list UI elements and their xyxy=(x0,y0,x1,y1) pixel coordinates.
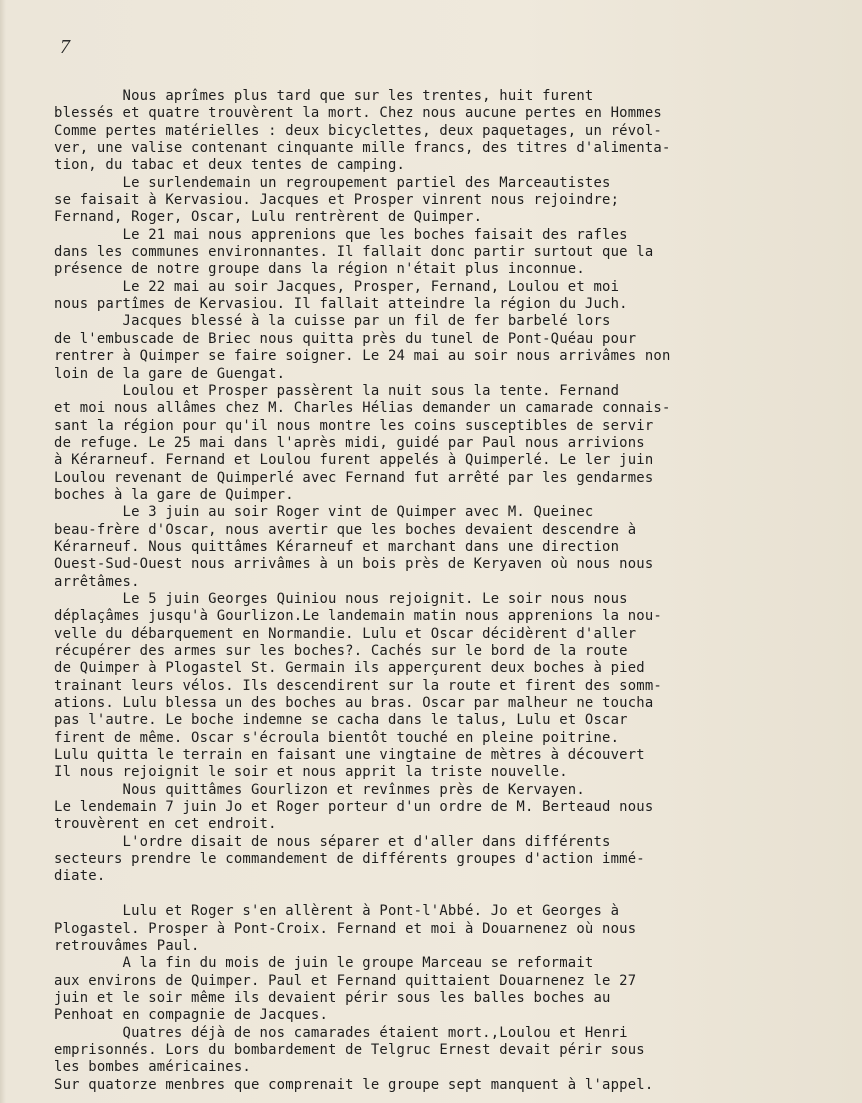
text-line: Loulou revenant de Quimperlé avec Fernand fut arrêté par les gendarmes xyxy=(54,469,654,486)
text-line: Nous quittâmes Gourlizon et revînmes près de Kervayen. xyxy=(54,781,585,798)
text-line: trouvèrent en cet endroit. xyxy=(54,816,277,833)
text-line: Quatres déjà de nos camarades étaient mort.,Loulou et Henri xyxy=(54,1024,628,1041)
text-line: beau-frère d'Oscar, nous avertir que les boches devaient descendre à xyxy=(54,521,637,538)
text-line: rentrer à Quimper se faire soigner. Le 24 mai au soir nous arrivâmes non xyxy=(54,348,671,365)
text-line: Loulou et Prosper passèrent la nuit sous la tente. Fernand xyxy=(54,382,620,399)
text-line: se faisait à Kervasiou. Jacques et Prosper vinrent nous rejoindre; xyxy=(54,192,620,209)
text-line: firent de même. Oscar s'écroula bientôt touché en pleine poitrine. xyxy=(54,729,620,746)
text-line: de refuge. Le 25 mai dans l'après midi, guidé par Paul nous arrivions xyxy=(54,434,645,451)
text-line: aux environs de Quimper. Paul et Fernand quittaient Douarnenez le 27 xyxy=(54,972,637,989)
text-line: diate. xyxy=(54,868,106,885)
text-line: les bombes américaines. xyxy=(54,1059,251,1076)
text-line: Fernand, Roger, Oscar, Lulu rentrèrent de Quimper. xyxy=(54,209,483,226)
text-line: pas l'autre. Le boche indemne se cacha dans le talus, Lulu et Oscar xyxy=(54,712,628,729)
text-line: sant la région pour qu'il nous montre les coins susceptibles de servir xyxy=(54,417,654,434)
text-line xyxy=(54,886,854,903)
text-line: à Kérarneuf. Fernand et Loulou furent appelés à Quimperlé. Le ler juin xyxy=(54,452,654,469)
text-line: Le 21 mai nous apprenions que les boches faisait des rafles xyxy=(54,226,628,243)
text-line: Penhoat en compagnie de Jacques. xyxy=(54,1007,329,1024)
page-number: 7 xyxy=(60,36,70,58)
text-line: Ouest-Sud-Ouest nous arrivâmes à un bois près de Keryaven où nous nous xyxy=(54,556,654,573)
text-line: A la fin du mois de juin le groupe Marceau se reformait xyxy=(54,955,594,972)
text-line: ver, une valise contenant cinquante mille francs, des titres d'alimenta- xyxy=(54,140,671,157)
text-line: déplaçâmes jusqu'à Gourlizon.Le landemain matin nous apprenions la nou- xyxy=(54,608,662,625)
text-line: présence de notre groupe dans la région n'était plus inconnue. xyxy=(54,261,585,278)
text-line: loin de la gare de Guengat. xyxy=(54,365,286,382)
text-line: de Quimper à Plogastel St. Germain ils apperçurent deux boches à pied xyxy=(54,660,645,677)
text-line: Le surlendemain un regroupement partiel des Marceautistes xyxy=(54,174,611,191)
text-line: velle du débarquement en Normandie. Lulu et Oscar décidèrent d'aller xyxy=(54,625,637,642)
text-line: Kérarneuf. Nous quittâmes Kérarneuf et marchant dans une direction xyxy=(54,538,620,555)
text-line: Le 5 juin Georges Quiniou nous rejoignit. Le soir nous nous xyxy=(54,590,628,607)
text-line: nous partîmes de Kervasiou. Il fallait atteindre la région du Juch. xyxy=(54,296,628,313)
text-line: récupérer des armes sur les boches?. Cachés sur le bord de la route xyxy=(54,643,628,659)
text-line: Jacques blessé à la cuisse par un fil de fer barbelé lors xyxy=(54,313,611,330)
text-line: tion, du tabac et deux tentes de camping. xyxy=(54,157,406,174)
text-line: Lulu et Roger s'en allèrent à Pont-l'Abbé. Jo et Georges à xyxy=(54,903,620,920)
text-line: Nous aprîmes plus tard que sur les trentes, huit furent xyxy=(54,88,594,104)
text-line: Lulu quitta le terrain en faisant une vingtaine de mètres à découvert xyxy=(54,747,645,764)
text-line: Le 22 mai au soir Jacques, Prosper, Fernand, Loulou et moi xyxy=(54,278,620,295)
text-line: Plogastel. Prosper à Pont-Croix. Fernand et moi à Douarnenez où nous xyxy=(54,920,637,937)
text-line: et moi nous allâmes chez M. Charles Hélias demander un camarade connais- xyxy=(54,400,671,417)
text-line: trainant leurs vélos. Ils descendirent sur la route et firent des somm- xyxy=(54,677,662,694)
text-line: Il nous rejoignit le soir et nous apprit la triste nouvelle. xyxy=(54,764,568,781)
text-line: arrêtâmes. xyxy=(54,573,140,590)
text-line: dans les communes environnantes. Il fallait donc partir surtout que la xyxy=(54,244,654,261)
text-line: retrouvâmes Paul. xyxy=(54,937,200,954)
body-text xyxy=(54,88,854,1094)
text-line: secteurs prendre le commandement de différents groupes d'action immé- xyxy=(54,851,645,868)
text-line: Sur quatorze menbres que comprenait le groupe sept manquent à l'appel. xyxy=(54,1076,654,1093)
text-line: blessés et quatre trouvèrent la mort. Chez nous aucune pertes en Hommes xyxy=(54,105,662,122)
text-line: L'ordre disait de nous séparer et d'aller dans différents xyxy=(54,833,611,850)
text-line: Comme pertes matérielles : deux bicyclettes, deux paquetages, un révol- xyxy=(54,122,662,139)
text-line: de l'embuscade de Briec nous quitta près du tunel de Pont-Quéau pour xyxy=(54,330,637,347)
text-line: Le 3 juin au soir Roger vint de Quimper avec M. Queinec xyxy=(54,504,594,521)
text-line: ations. Lulu blessa un des boches au bras. Oscar par malheur ne toucha xyxy=(54,695,654,712)
text-line: juin et le soir même ils devaient périr sous les balles boches au xyxy=(54,989,611,1006)
text-line: boches à la gare de Quimper. xyxy=(54,486,294,503)
text-line: emprisonnés. Lors du bombardement de Telgruc Ernest devait périr sous xyxy=(54,1041,645,1058)
text-line: Le lendemain 7 juin Jo et Roger porteur d'un ordre de M. Berteaud nous xyxy=(54,799,654,816)
